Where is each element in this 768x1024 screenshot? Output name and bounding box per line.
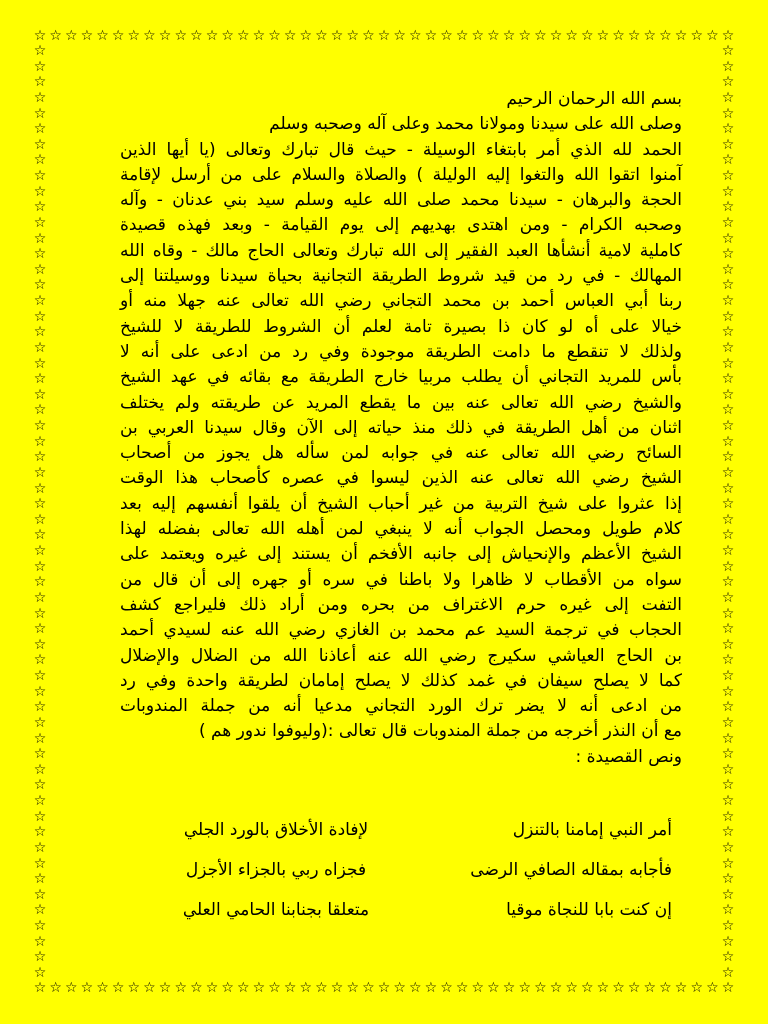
star-icon: ☆ — [33, 339, 47, 356]
star-icon: ☆ — [283, 28, 297, 44]
star-icon: ☆ — [33, 824, 47, 841]
star-icon: ☆ — [33, 621, 47, 638]
text-line: سواه من الأقطاب لا ظاهرا ولا باطنا في سره أو جهره إلى أن قال من — [120, 569, 682, 590]
star-icon: ☆ — [33, 980, 47, 996]
star-icon: ☆ — [455, 980, 469, 996]
star-icon: ☆ — [721, 668, 735, 685]
star-icon: ☆ — [721, 449, 735, 466]
text-line: كلام طويل ومحصل الجواب أنه لا ينبغي لمن أهله الله تعالى بفضله لهذا — [120, 519, 682, 540]
text-line: الحجاب في ترجمة السيد عم محمد بن الغازي رضي الله عنه لسيدي أحمد — [120, 620, 682, 641]
star-icon: ☆ — [596, 28, 610, 44]
text-line-row — [120, 644, 682, 669]
star-icon: ☆ — [721, 168, 735, 185]
text-line-row — [120, 289, 682, 314]
star-icon: ☆ — [299, 28, 313, 44]
text-line-row — [120, 745, 682, 770]
star-icon: ☆ — [33, 636, 47, 653]
star-icon: ☆ — [721, 136, 735, 153]
star-icon: ☆ — [33, 43, 47, 59]
star-icon: ☆ — [33, 871, 47, 888]
star-icon: ☆ — [33, 433, 47, 450]
second-hemistich: متعلقا بجنابنا الحامي العلي — [182, 900, 370, 920]
star-icon: ☆ — [721, 839, 735, 856]
star-icon: ☆ — [721, 730, 735, 747]
star-icon: ☆ — [33, 574, 47, 591]
text-line-row — [120, 593, 682, 618]
text-line-row — [120, 188, 682, 213]
star-icon: ☆ — [33, 89, 47, 106]
poem-verse — [0, 816, 768, 844]
star-icon: ☆ — [721, 886, 735, 903]
text-line-row — [120, 694, 682, 719]
star-icon: ☆ — [721, 777, 735, 794]
star-icon: ☆ — [377, 28, 391, 44]
star-icon: ☆ — [721, 527, 735, 544]
star-icon: ☆ — [33, 902, 47, 919]
star-icon: ☆ — [393, 28, 406, 44]
star-icon: ☆ — [174, 28, 187, 44]
star-icon: ☆ — [33, 168, 47, 185]
star-icon: ☆ — [721, 214, 735, 231]
text-line: بأس للمريد التجاني أن يطلب مربيا خارج الطريقة مع بقائه في عهد الشيخ — [120, 367, 682, 388]
text-line-row — [120, 112, 682, 137]
star-icon: ☆ — [424, 980, 438, 996]
star-icon: ☆ — [627, 28, 641, 44]
star-icon: ☆ — [236, 980, 250, 996]
star-icon: ☆ — [721, 246, 735, 263]
star-icon: ☆ — [643, 980, 657, 996]
star-icon: ☆ — [534, 28, 547, 44]
text-line-row — [120, 213, 682, 238]
star-icon: ☆ — [33, 839, 47, 856]
second-hemistich: فجزاه ربي بالجزاء الأجزل — [185, 860, 367, 880]
star-icon: ☆ — [721, 308, 735, 325]
star-icon: ☆ — [565, 980, 578, 996]
first-hemistich: إن كنت بابا للنجاة موقيا — [506, 900, 672, 920]
star-icon: ☆ — [299, 980, 313, 996]
star-icon: ☆ — [190, 980, 203, 996]
text-line-row — [120, 669, 682, 694]
star-icon: ☆ — [33, 605, 47, 622]
text-line-row — [120, 138, 682, 163]
text-line: ولذلك لا تنقطع ما دامت الطريقة موجودة وفي رد من ادعى على أنه لا — [120, 341, 682, 362]
star-icon: ☆ — [143, 980, 156, 996]
star-icon: ☆ — [721, 933, 735, 950]
star-icon: ☆ — [252, 980, 266, 996]
text-line: والشيخ رضي الله تعالى عنه بين ما يقطع المريد عن طريقته ولم يختلف — [120, 392, 682, 413]
star-icon: ☆ — [721, 714, 735, 731]
star-icon: ☆ — [362, 980, 375, 996]
text-line: آمنوا اتقوا الله والتغوا إليه الوليلة ) والصلاة والسلام على من أرسل لإقامة — [120, 164, 682, 185]
star-icon: ☆ — [721, 324, 735, 341]
star-icon: ☆ — [721, 543, 735, 560]
star-icon: ☆ — [190, 28, 203, 44]
star-icon: ☆ — [393, 980, 406, 996]
star-icon: ☆ — [674, 28, 688, 44]
star-icon: ☆ — [721, 58, 735, 75]
star-icon: ☆ — [721, 433, 735, 450]
star-icon: ☆ — [424, 28, 438, 44]
star-icon: ☆ — [502, 980, 516, 996]
text-line-row — [120, 264, 682, 289]
text-line-row — [120, 492, 682, 517]
star-icon: ☆ — [64, 980, 78, 996]
star-icon: ☆ — [580, 28, 594, 44]
star-icon: ☆ — [33, 527, 47, 544]
star-icon: ☆ — [33, 136, 47, 153]
star-icon: ☆ — [33, 714, 47, 731]
first-hemistich: أمر النبي إمامنا بالتنزل — [512, 820, 672, 840]
star-icon: ☆ — [455, 28, 469, 44]
poem-verse — [0, 856, 768, 888]
star-icon: ☆ — [111, 28, 125, 44]
star-icon: ☆ — [440, 28, 453, 44]
star-icon: ☆ — [236, 28, 250, 44]
star-icon: ☆ — [408, 980, 422, 996]
star-icon: ☆ — [721, 152, 735, 169]
star-icon: ☆ — [659, 28, 672, 44]
text-line: الشيخ الأعظم والإنحياش إلى جانبه الأفخم أن يستند إلى غيره ويعتمد على — [120, 544, 682, 565]
star-icon: ☆ — [518, 980, 531, 996]
star-icon: ☆ — [627, 980, 641, 996]
star-icon: ☆ — [33, 918, 47, 935]
star-icon: ☆ — [33, 277, 47, 294]
star-icon: ☆ — [330, 980, 344, 996]
star-icon: ☆ — [721, 43, 735, 59]
text-line: السائح رضي الله تعالى عنه في جوابه لمن سأله هل يجوز من أصحاب — [120, 443, 682, 464]
star-icon: ☆ — [33, 121, 47, 138]
text-line: وصحبه الكرام - ومن اهتدى بهديهم إلى يوم القيامة - وبعد فهذه قصيدة — [120, 215, 682, 236]
star-icon: ☆ — [721, 652, 735, 669]
star-icon: ☆ — [721, 683, 735, 700]
star-icon: ☆ — [33, 152, 47, 169]
text-line: إذا عثروا على شيخ التربية من غير أحباب الشيخ أن يلقوا أنفسهم إليه بعد — [120, 493, 682, 514]
star-icon: ☆ — [721, 480, 735, 497]
text-line-row — [120, 441, 682, 466]
star-icon: ☆ — [127, 28, 141, 44]
star-icon: ☆ — [33, 808, 47, 825]
star-icon: ☆ — [158, 980, 172, 996]
star-icon: ☆ — [721, 855, 735, 872]
star-icon: ☆ — [721, 871, 735, 888]
star-icon: ☆ — [721, 121, 735, 138]
text-line: المهالك - في رد من قيد شروط الطريقة التجانية بحياة سيدنا ووسيلتنا إلى — [120, 266, 682, 287]
star-icon: ☆ — [706, 980, 719, 996]
star-icon: ☆ — [174, 980, 187, 996]
text-line: بن الحاج العياشي سكيرج رضي الله عنه أعاذنا الله من الضلال والإضلال — [120, 645, 682, 666]
star-icon: ☆ — [471, 28, 485, 44]
star-icon: ☆ — [33, 511, 47, 528]
star-icon: ☆ — [33, 386, 47, 403]
star-icon: ☆ — [33, 855, 47, 872]
star-icon: ☆ — [721, 621, 735, 638]
text-line: خيالا على أه لو كان ذا بصيرة تامة لعلم أن الشروط للطريقة لا للشيخ — [120, 316, 682, 337]
star-icon: ☆ — [721, 418, 735, 435]
star-icon: ☆ — [721, 386, 735, 403]
text-line-row — [120, 466, 682, 491]
text-line-row — [120, 365, 682, 390]
star-icon: ☆ — [33, 28, 47, 44]
star-icon: ☆ — [205, 28, 219, 44]
star-icon: ☆ — [283, 980, 297, 996]
star-icon: ☆ — [721, 699, 735, 716]
star-icon: ☆ — [33, 105, 47, 122]
star-icon: ☆ — [721, 464, 735, 481]
text-line: الشيخ رضي الله تعالى عنه الذين ليسوا في عصره كأصحاب هذا الوقت — [120, 468, 682, 489]
star-icon: ☆ — [659, 980, 672, 996]
star-icon: ☆ — [221, 980, 234, 996]
star-icon: ☆ — [612, 980, 625, 996]
text-line-row — [120, 719, 682, 744]
star-icon: ☆ — [471, 980, 485, 996]
star-icon: ☆ — [721, 808, 735, 825]
star-icon: ☆ — [143, 28, 156, 44]
star-icon: ☆ — [721, 28, 735, 44]
star-icon: ☆ — [33, 214, 47, 231]
text-line-row — [120, 568, 682, 593]
star-icon: ☆ — [721, 793, 735, 810]
star-icon: ☆ — [252, 28, 266, 44]
star-icon: ☆ — [33, 668, 47, 685]
text-line: ربنا أبي العباس أحمد بن محمد التجاني رضي الله تعالى عنه جهلا منه أو — [120, 291, 682, 312]
star-icon: ☆ — [721, 293, 735, 310]
star-icon: ☆ — [721, 496, 735, 513]
star-icon: ☆ — [33, 58, 47, 75]
star-icon: ☆ — [33, 699, 47, 716]
star-icon: ☆ — [690, 28, 703, 44]
star-icon: ☆ — [487, 28, 500, 44]
star-icon: ☆ — [33, 371, 47, 388]
star-icon: ☆ — [33, 183, 47, 200]
star-icon: ☆ — [64, 28, 78, 44]
star-icon: ☆ — [721, 605, 735, 622]
star-icon: ☆ — [346, 980, 359, 996]
star-icon: ☆ — [33, 652, 47, 669]
star-icon: ☆ — [721, 355, 735, 372]
star-icon: ☆ — [33, 261, 47, 278]
star-icon: ☆ — [721, 949, 735, 966]
star-icon: ☆ — [49, 980, 62, 996]
second-hemistich: لإفادة الأخلاق بالورد الجلي — [183, 820, 369, 840]
star-icon: ☆ — [33, 558, 47, 575]
star-icon: ☆ — [33, 496, 47, 513]
star-icon: ☆ — [80, 980, 94, 996]
star-icon: ☆ — [33, 324, 47, 341]
star-icon: ☆ — [721, 918, 735, 935]
star-icon: ☆ — [33, 777, 47, 794]
star-icon: ☆ — [96, 28, 109, 44]
star-icon: ☆ — [33, 589, 47, 606]
star-icon: ☆ — [330, 28, 344, 44]
star-icon: ☆ — [33, 355, 47, 372]
star-icon: ☆ — [315, 980, 328, 996]
star-icon: ☆ — [127, 980, 141, 996]
star-icon: ☆ — [721, 980, 735, 996]
star-icon: ☆ — [721, 261, 735, 278]
basmala-line: بسم الله الرحمان الرحيم — [506, 89, 682, 109]
star-icon: ☆ — [596, 980, 610, 996]
text-line: كما لا يصلح سيفان في غمد كذلك لا يصلح إمامان لطريقة واحدة وفي رد — [120, 670, 682, 691]
star-icon: ☆ — [362, 28, 375, 44]
star-icon: ☆ — [487, 980, 500, 996]
star-icon: ☆ — [49, 28, 62, 44]
star-icon: ☆ — [549, 980, 563, 996]
star-icon: ☆ — [721, 558, 735, 575]
star-icon: ☆ — [346, 28, 359, 44]
star-icon: ☆ — [721, 965, 735, 981]
star-icon: ☆ — [721, 199, 735, 216]
star-icon: ☆ — [96, 980, 109, 996]
text-line-row — [120, 239, 682, 264]
star-icon: ☆ — [721, 636, 735, 653]
star-icon: ☆ — [33, 683, 47, 700]
star-icon: ☆ — [706, 28, 719, 44]
star-icon: ☆ — [33, 965, 47, 981]
text-line: اثنان من أهل الطريقة في ذلك منذ حياته إلى الآن وقال سيدنا العربي بن — [120, 417, 682, 438]
star-icon: ☆ — [315, 28, 328, 44]
star-icon: ☆ — [80, 28, 94, 44]
star-icon: ☆ — [721, 230, 735, 247]
star-icon: ☆ — [721, 761, 735, 778]
text-line-row — [120, 618, 682, 643]
star-icon: ☆ — [33, 480, 47, 497]
star-icon: ☆ — [33, 793, 47, 810]
star-icon: ☆ — [158, 28, 172, 44]
star-icon: ☆ — [721, 74, 735, 91]
star-icon: ☆ — [721, 902, 735, 919]
star-icon: ☆ — [33, 402, 47, 419]
star-icon: ☆ — [502, 28, 516, 44]
text-line-row — [120, 340, 682, 365]
star-icon: ☆ — [549, 28, 563, 44]
star-icon: ☆ — [33, 230, 47, 247]
text-line-row — [120, 416, 682, 441]
text-line: مع أن النذر أخرجه من جملة المندوبات قال تعالى :(وليوفوا ندور هم ) — [198, 721, 682, 742]
text-line-row — [120, 517, 682, 542]
poem-intro-line: ونص القصيدة : — [575, 746, 682, 767]
star-icon: ☆ — [33, 199, 47, 216]
star-icon: ☆ — [721, 105, 735, 122]
star-icon: ☆ — [221, 28, 234, 44]
first-hemistich: فأجابه بمقاله الصافي الرضى — [470, 860, 672, 880]
star-icon: ☆ — [408, 28, 422, 44]
star-icon: ☆ — [721, 371, 735, 388]
star-icon: ☆ — [33, 246, 47, 263]
star-icon: ☆ — [565, 28, 578, 44]
star-icon: ☆ — [721, 277, 735, 294]
text-line: الحجة والبرهان - سيدنا محمد صلى الله عليه وسلم سيد بني عدنان - وآله — [120, 190, 682, 211]
star-icon: ☆ — [721, 574, 735, 591]
text-line: من ادعى أنه لا يضر ترك الورد التجاني مدعيا أنه من جملة المندوبات — [120, 696, 682, 717]
salutation-line: وصلى الله على سيدنا ومولانا محمد وعلى آله وصحبه وسلم — [269, 114, 682, 135]
text-line: الحمد لله الذي أمر بابتغاء الوسيلة - حيث قال تبارك وتعالى (يا أيها الذين — [120, 139, 682, 160]
star-icon: ☆ — [33, 933, 47, 950]
star-icon: ☆ — [33, 449, 47, 466]
star-icon: ☆ — [268, 28, 281, 44]
star-icon: ☆ — [534, 980, 547, 996]
star-icon: ☆ — [518, 28, 531, 44]
star-icon: ☆ — [33, 418, 47, 435]
star-icon: ☆ — [440, 980, 453, 996]
star-icon: ☆ — [33, 464, 47, 481]
star-icon: ☆ — [33, 74, 47, 91]
poem-verse — [0, 896, 768, 924]
text-line-row — [120, 391, 682, 416]
star-icon: ☆ — [33, 746, 47, 763]
star-icon: ☆ — [33, 730, 47, 747]
star-icon: ☆ — [205, 980, 219, 996]
text-line-row — [120, 163, 682, 188]
text-line: كاملية لامية أنشأها العبد الفقير إلى الله تبارك وتعالى الحاج مالك - وقاه الله — [120, 240, 682, 261]
text-line-row — [120, 87, 682, 112]
text-line-row — [120, 542, 682, 567]
star-icon: ☆ — [33, 886, 47, 903]
star-icon: ☆ — [721, 339, 735, 356]
star-icon: ☆ — [33, 293, 47, 310]
letter-body — [120, 87, 682, 770]
star-icon: ☆ — [33, 543, 47, 560]
text-line-row — [120, 315, 682, 340]
star-icon: ☆ — [33, 308, 47, 325]
star-icon: ☆ — [580, 980, 594, 996]
star-icon: ☆ — [721, 402, 735, 419]
star-icon: ☆ — [721, 511, 735, 528]
star-icon: ☆ — [690, 980, 703, 996]
star-icon: ☆ — [111, 980, 125, 996]
star-icon: ☆ — [721, 183, 735, 200]
star-icon: ☆ — [33, 761, 47, 778]
star-icon: ☆ — [377, 980, 391, 996]
star-icon: ☆ — [721, 589, 735, 606]
text-line: التفت إلى غيره حرم الاغتراف من بحره ومن أراد ذلك فليراجع كشف — [120, 594, 682, 615]
star-icon: ☆ — [268, 980, 281, 996]
star-icon: ☆ — [33, 949, 47, 966]
star-icon: ☆ — [721, 824, 735, 841]
star-icon: ☆ — [612, 28, 625, 44]
star-icon: ☆ — [674, 980, 688, 996]
star-icon: ☆ — [721, 746, 735, 763]
star-icon: ☆ — [721, 89, 735, 106]
star-icon: ☆ — [643, 28, 657, 44]
